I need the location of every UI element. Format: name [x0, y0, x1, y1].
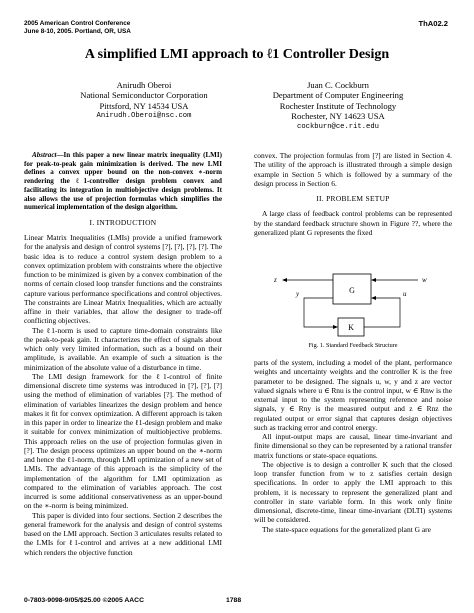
paper-id: ThA02.2: [418, 19, 448, 28]
footer-isbn: 0-7803-9098-9/05/$25.00 ©2005 AACC: [24, 597, 145, 604]
abstract-label: Abstract: [32, 151, 57, 159]
w-signal-label: w: [422, 276, 427, 284]
u-arrowhead: [371, 296, 376, 300]
author-affiliation-2: Rochester Institute of Technology: [279, 100, 397, 111]
author-email[interactable]: Anirudh.Oberoi@nsc.com: [96, 112, 192, 121]
y-signal-label: y: [296, 290, 300, 298]
left-column: [24, 151, 222, 557]
conference-header: [24, 20, 131, 35]
setup-paragraph-2: All input-output maps are causal, linear time-invariant and finite dimensional so they can be represented by a rational transfer matrix functions or state-space equations.: [254, 432, 452, 460]
author-address: Pittsford, NY 14534 USA: [99, 100, 189, 111]
problem-setup-paragraph: A large class of feedback control problems can be represented by the standard feedback structure shown in Figure ??, where the generalized plant G represents the fixed: [254, 209, 452, 237]
section-heading-introduction: I. INTRODUCTION: [89, 217, 157, 227]
author-address: Rochester, NY 14623 USA: [291, 111, 385, 122]
intro-paragraph-1: Linear Matrix Inequalities (LMIs) provide a unified framework for the analysis and design of control systems [?], [?], [?], [?]. The basic idea is to reduce a control system design problem to a convex optimization problem with constraints where the objective function to be minimized is given by a convex combination of the norms of certain closed loop transfer functions and the constraints capture various performance specifications and control objectives. The constraints are Linear Matrix Inequalities, which are actually affine in their variables, that allow the designer to trade-off conflicting objectives.: [24, 233, 222, 326]
intro-paragraph-4: This paper is divided into four sections. Section 2 describes the general framework for the analysis and design of control systems based on the LMI approach. Section 3 articulates results related to the LMIs for ℓ1-control and arrives at a new additional LMI which renders the objective function: [24, 510, 222, 557]
page-number: 1788: [226, 597, 242, 604]
feedback-structure-figure: [254, 266, 452, 354]
conference-name: 2005 American Control Conference: [24, 20, 131, 27]
z-arrowhead: [282, 278, 287, 282]
section-heading-problem-setup: II. PROBLEM SETUP: [316, 194, 390, 203]
intro-paragraph-2: The ℓ1-norm is used to capture time-domain constraints like the peak-to-peak gain. It characterizes the effect of signals about which only very limited information, such as a bound on their amplitude, is available. An example of such a situation is the minimization of the absolute value of a disturbance in time.: [24, 325, 222, 372]
y-arrowhead: [333, 325, 338, 329]
setup-paragraph-4: The state-space equations for the generalized plant G are: [262, 524, 431, 534]
abstract: Abstract—In this paper a new linear matrix inequality (LMI) for peak-to-peak gain minimization is derived. The new LMI defines a convex upper bound on the non-convex ∗-norm rendering the ℓ1-controller design problem convex and facilitating its integration in multiobjective design problems. It also allows the use of projection formulas which simplifies the numerical implementation of the design algorithm.: [24, 151, 222, 212]
u-signal-line: [364, 298, 400, 327]
author-name: Anirudh Oberoi: [116, 80, 172, 90]
author-affiliation: National Semiconductor Corporation: [80, 90, 208, 101]
right-column-bottom: [254, 358, 452, 534]
author-affiliation: Department of Computer Engineering: [272, 90, 404, 101]
author-name: Juan C. Cockburn: [307, 80, 369, 90]
paper-title: A simplified LMI approach to ℓ1 Controller Design: [84, 47, 390, 62]
setup-paragraph-3: The objective is to design a controller K such that the closed loop transfer function from w to z satisfies certain design specifications. In order to apply the LMI approach to this problem, it is necessary to represent the generalized plant and controller in state variable form. In this work only finite dimensional, discrete-time, linear time-invariant (DLTI) systems will be considered.: [254, 459, 452, 525]
conference-dates: June 8-10, 2005. Portland, OR, USA: [24, 27, 131, 35]
figure-caption: Fig. 1. Standard Feedback Structure: [308, 342, 398, 349]
author-block-2: [238, 80, 438, 132]
setup-paragraph-1: parts of the system, including a model of the plant, performance weights and uncertainty weights and the controller K is the free parameter to be designed. The signals u, w, y and z are vector valued signals where u ∈ Rnu is the control input, w ∈ Rnw is the external input to the system representing reference and noise signals, y ∈ Rny is the measured output and z ∈ Rnz the regulated output or error signal that captures design objectives such as tracking error and control energy.: [254, 358, 452, 432]
u-signal-label: u: [403, 290, 407, 298]
controller-label: K: [348, 323, 354, 332]
plant-label: G: [349, 286, 355, 295]
intro-paragraph-3: The LMI design framework for the ℓ1-control of finite dimensional discrete time systems was introduced in [?], [?], [?] using the method of elimination of variables [?]. The method of elimination of variables linearizes the design problem and hence makes it fit for convex optimization. A different approach is taken in this paper in order to linearize the ℓ1-design problem and make it suitable for convex minimization of multiobjective problems. This approach relies on the use of projection formulas given in [?]. The design process optimizes an upper bound on the ∗-norm and hence the ℓ1-norm, through LMI optimization of a new set of LMIs. The advantage of this approach is the simplicity of the implementation of the algorithm for LMI optimization as compared to the elimination of variables approach. The cost incurred is some additional conservativeness as an upper-bound on the ∗-norm is being minimized.: [24, 371, 222, 511]
author-block-1: [44, 80, 244, 122]
author-email[interactable]: cockburn@ce.rit.edu: [297, 122, 379, 131]
abstract-text: In this paper a new linear matrix inequality (LMI) for peak-to-peak gain minimization is derived. The new LMI defines a convex upper bound on the non-convex ∗-norm rendering the ℓ1-controller design problem convex and facilitating its integration in multiobjective design problems. It also allows the use of projection formulas which simplifies the numerical implementation of the design algorithm.: [24, 151, 222, 212]
intro-continuation: convex. The projection formulas from [?] are listed in Section 4. The utility of the approach is illustrated through a simple design example in Section 5 which is followed by a summary of the design process in Section 6.: [254, 151, 452, 188]
w-arrowhead: [371, 278, 376, 282]
z-signal-label: z: [274, 276, 277, 284]
y-signal-line: [304, 298, 334, 327]
right-column-top: [254, 151, 452, 237]
